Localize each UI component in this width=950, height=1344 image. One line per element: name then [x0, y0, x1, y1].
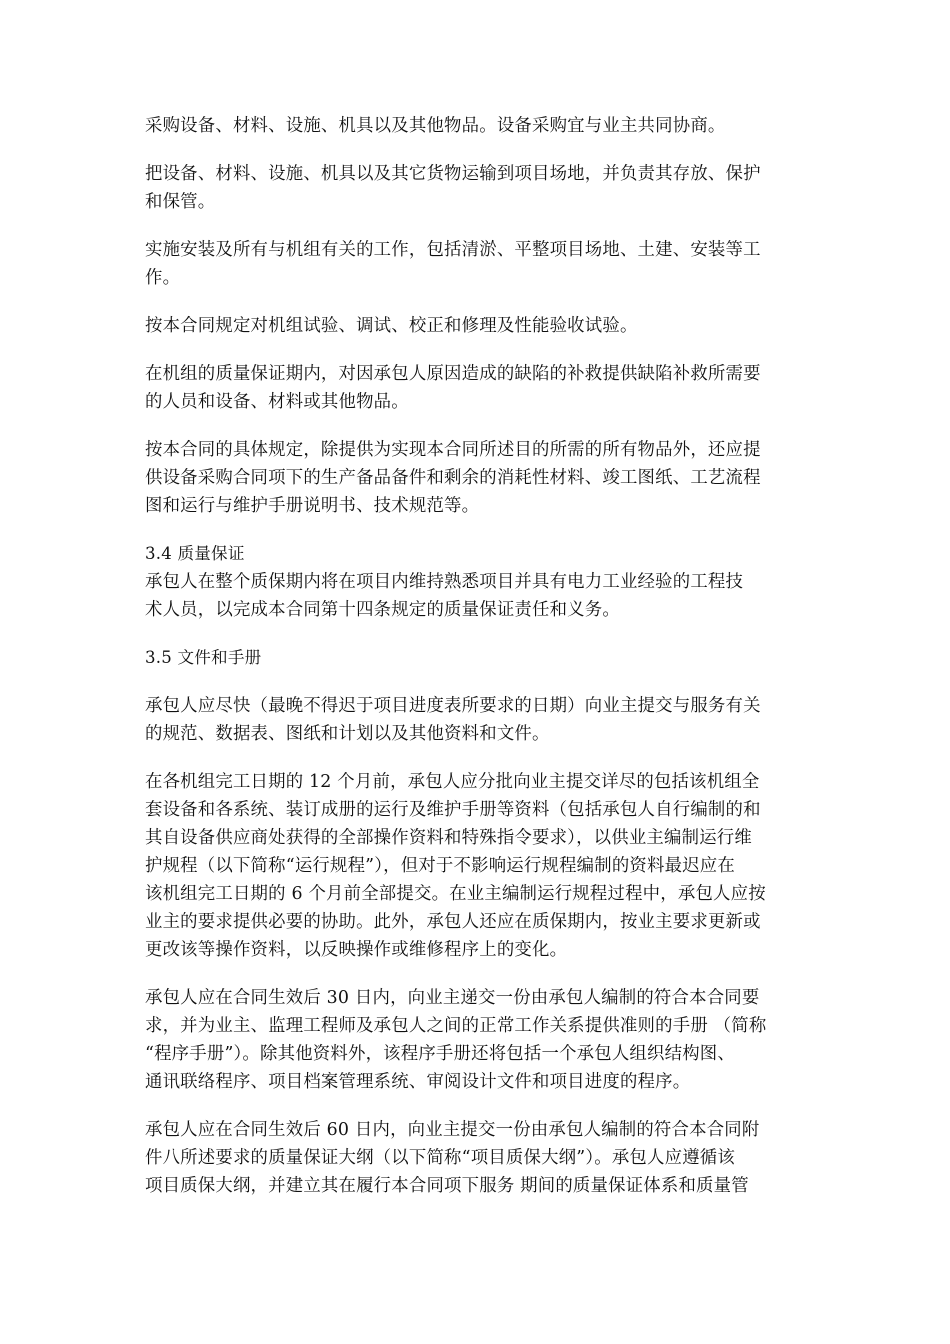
text-line: 承包人应在合同生效后 60 日内，向业主提交一份由承包人编制的符合本合同附	[145, 1120, 760, 1140]
text-line: 其自设备供应商处获得的全部操作资料和特殊指令要求），以供业主编制运行维	[145, 828, 752, 848]
text-line: 承包人在整个质保期内将在项目内维持熟悉项目并具有电力工业经验的工程技	[145, 572, 744, 592]
section-heading-quality-assurance: 3.4 质量保证	[145, 544, 245, 563]
text-line: 按本合同规定对机组试验、调试、校正和修理及性能验收试验。	[145, 316, 638, 336]
paragraph-supply-items	[145, 436, 811, 520]
text-line: 项目质保大纲，并建立其在履行本合同项下服务 期间的质量保证体系和质量管	[145, 1176, 749, 1196]
text-line: 更改该等操作资料，以反映操作或维修程序上的变化。	[145, 940, 568, 960]
text-line: 供设备采购合同项下的生产备品备件和剩余的消耗性材料、竣工图纸、工艺流程	[145, 468, 761, 488]
text-line: 承包人应在合同生效后 30 日内，向业主递交一份由承包人编制的符合本合同要	[145, 988, 760, 1008]
text-line: 的规范、数据表、图纸和计划以及其他资料和文件。	[145, 724, 550, 744]
text-line: 套设备和各系统、装订成册的运行及维护手册等资料（包括承包人自行编制的和	[145, 800, 761, 820]
text-line: 作。	[145, 268, 181, 288]
text-line: 求，并为业主、监理工程师及承包人之间的正常工作关系提供准则的手册 （简称	[145, 1016, 767, 1036]
text-line: 业主的要求提供必要的协助。此外，承包人还应在质保期内，按业主要求更新或	[145, 912, 761, 932]
text-line: 件八所述要求的质量保证大纲（以下简称“项目质保大纲”）。承包人应遵循该	[145, 1148, 735, 1168]
section-3-5-heading-block	[145, 644, 811, 672]
text-line: 护规程（以下简称“运行规程”），但对于不影响运行规程编制的资料最迟应在	[145, 856, 735, 876]
text-line: 在各机组完工日期的 12 个月前，承包人应分批向业主提交详尽的包括该机组全	[145, 772, 760, 792]
paragraph-procedure-manual	[145, 984, 811, 1096]
text-line: 和保管。	[145, 192, 216, 212]
paragraph-installation-work	[145, 236, 811, 292]
text-line: 按本合同的具体规定，除提供为实现本合同所述目的所需的所有物品外，还应提	[145, 440, 761, 460]
paragraph-testing	[145, 312, 811, 340]
text-line: 的人员和设备、材料或其他物品。	[145, 392, 409, 412]
paragraph-operation-manuals	[145, 768, 811, 964]
section-heading-documents-manuals: 3.5 文件和手册	[145, 648, 262, 667]
paragraph-transport-goods	[145, 160, 811, 216]
paragraph-submit-specs	[145, 692, 811, 748]
text-line: 术人员，以完成本合同第十四条规定的质量保证责任和义务。	[145, 600, 620, 620]
section-3-4	[145, 540, 811, 624]
text-line: 该机组完工日期的 6 个月前全部提交。在业主编制运行规程过程中，承包人应按	[145, 884, 766, 904]
document-page	[145, 112, 811, 1200]
text-line: 图和运行与维护手册说明书、技术规范等。	[145, 496, 480, 516]
text-line: “程序手册”）。除其他资料外，该程序手册还将包括一个承包人组织结构图、	[145, 1044, 735, 1064]
text-line: 采购设备、材料、设施、机具以及其他物品。设备采购宜与业主共同协商。	[145, 116, 726, 136]
text-line: 承包人应尽快（最晚不得迟于项目进度表所要求的日期）向业主提交与服务有关	[145, 696, 761, 716]
paragraph-quality-plan	[145, 1116, 811, 1200]
text-line: 把设备、材料、设施、机具以及其它货物运输到项目场地，并负责其存放、保护	[145, 164, 761, 184]
text-line: 通讯联络程序、项目档案管理系统、审阅设计文件和项目进度的程序。	[145, 1072, 691, 1092]
text-line: 在机组的质量保证期内，对因承包人原因造成的缺陷的补救提供缺陷补救所需要	[145, 364, 761, 384]
paragraph-defect-remedy	[145, 360, 811, 416]
text-line: 实施安装及所有与机组有关的工作，包括清淤、平整项目场地、土建、安装等工	[145, 240, 761, 260]
paragraph-procure-equipment	[145, 112, 811, 140]
